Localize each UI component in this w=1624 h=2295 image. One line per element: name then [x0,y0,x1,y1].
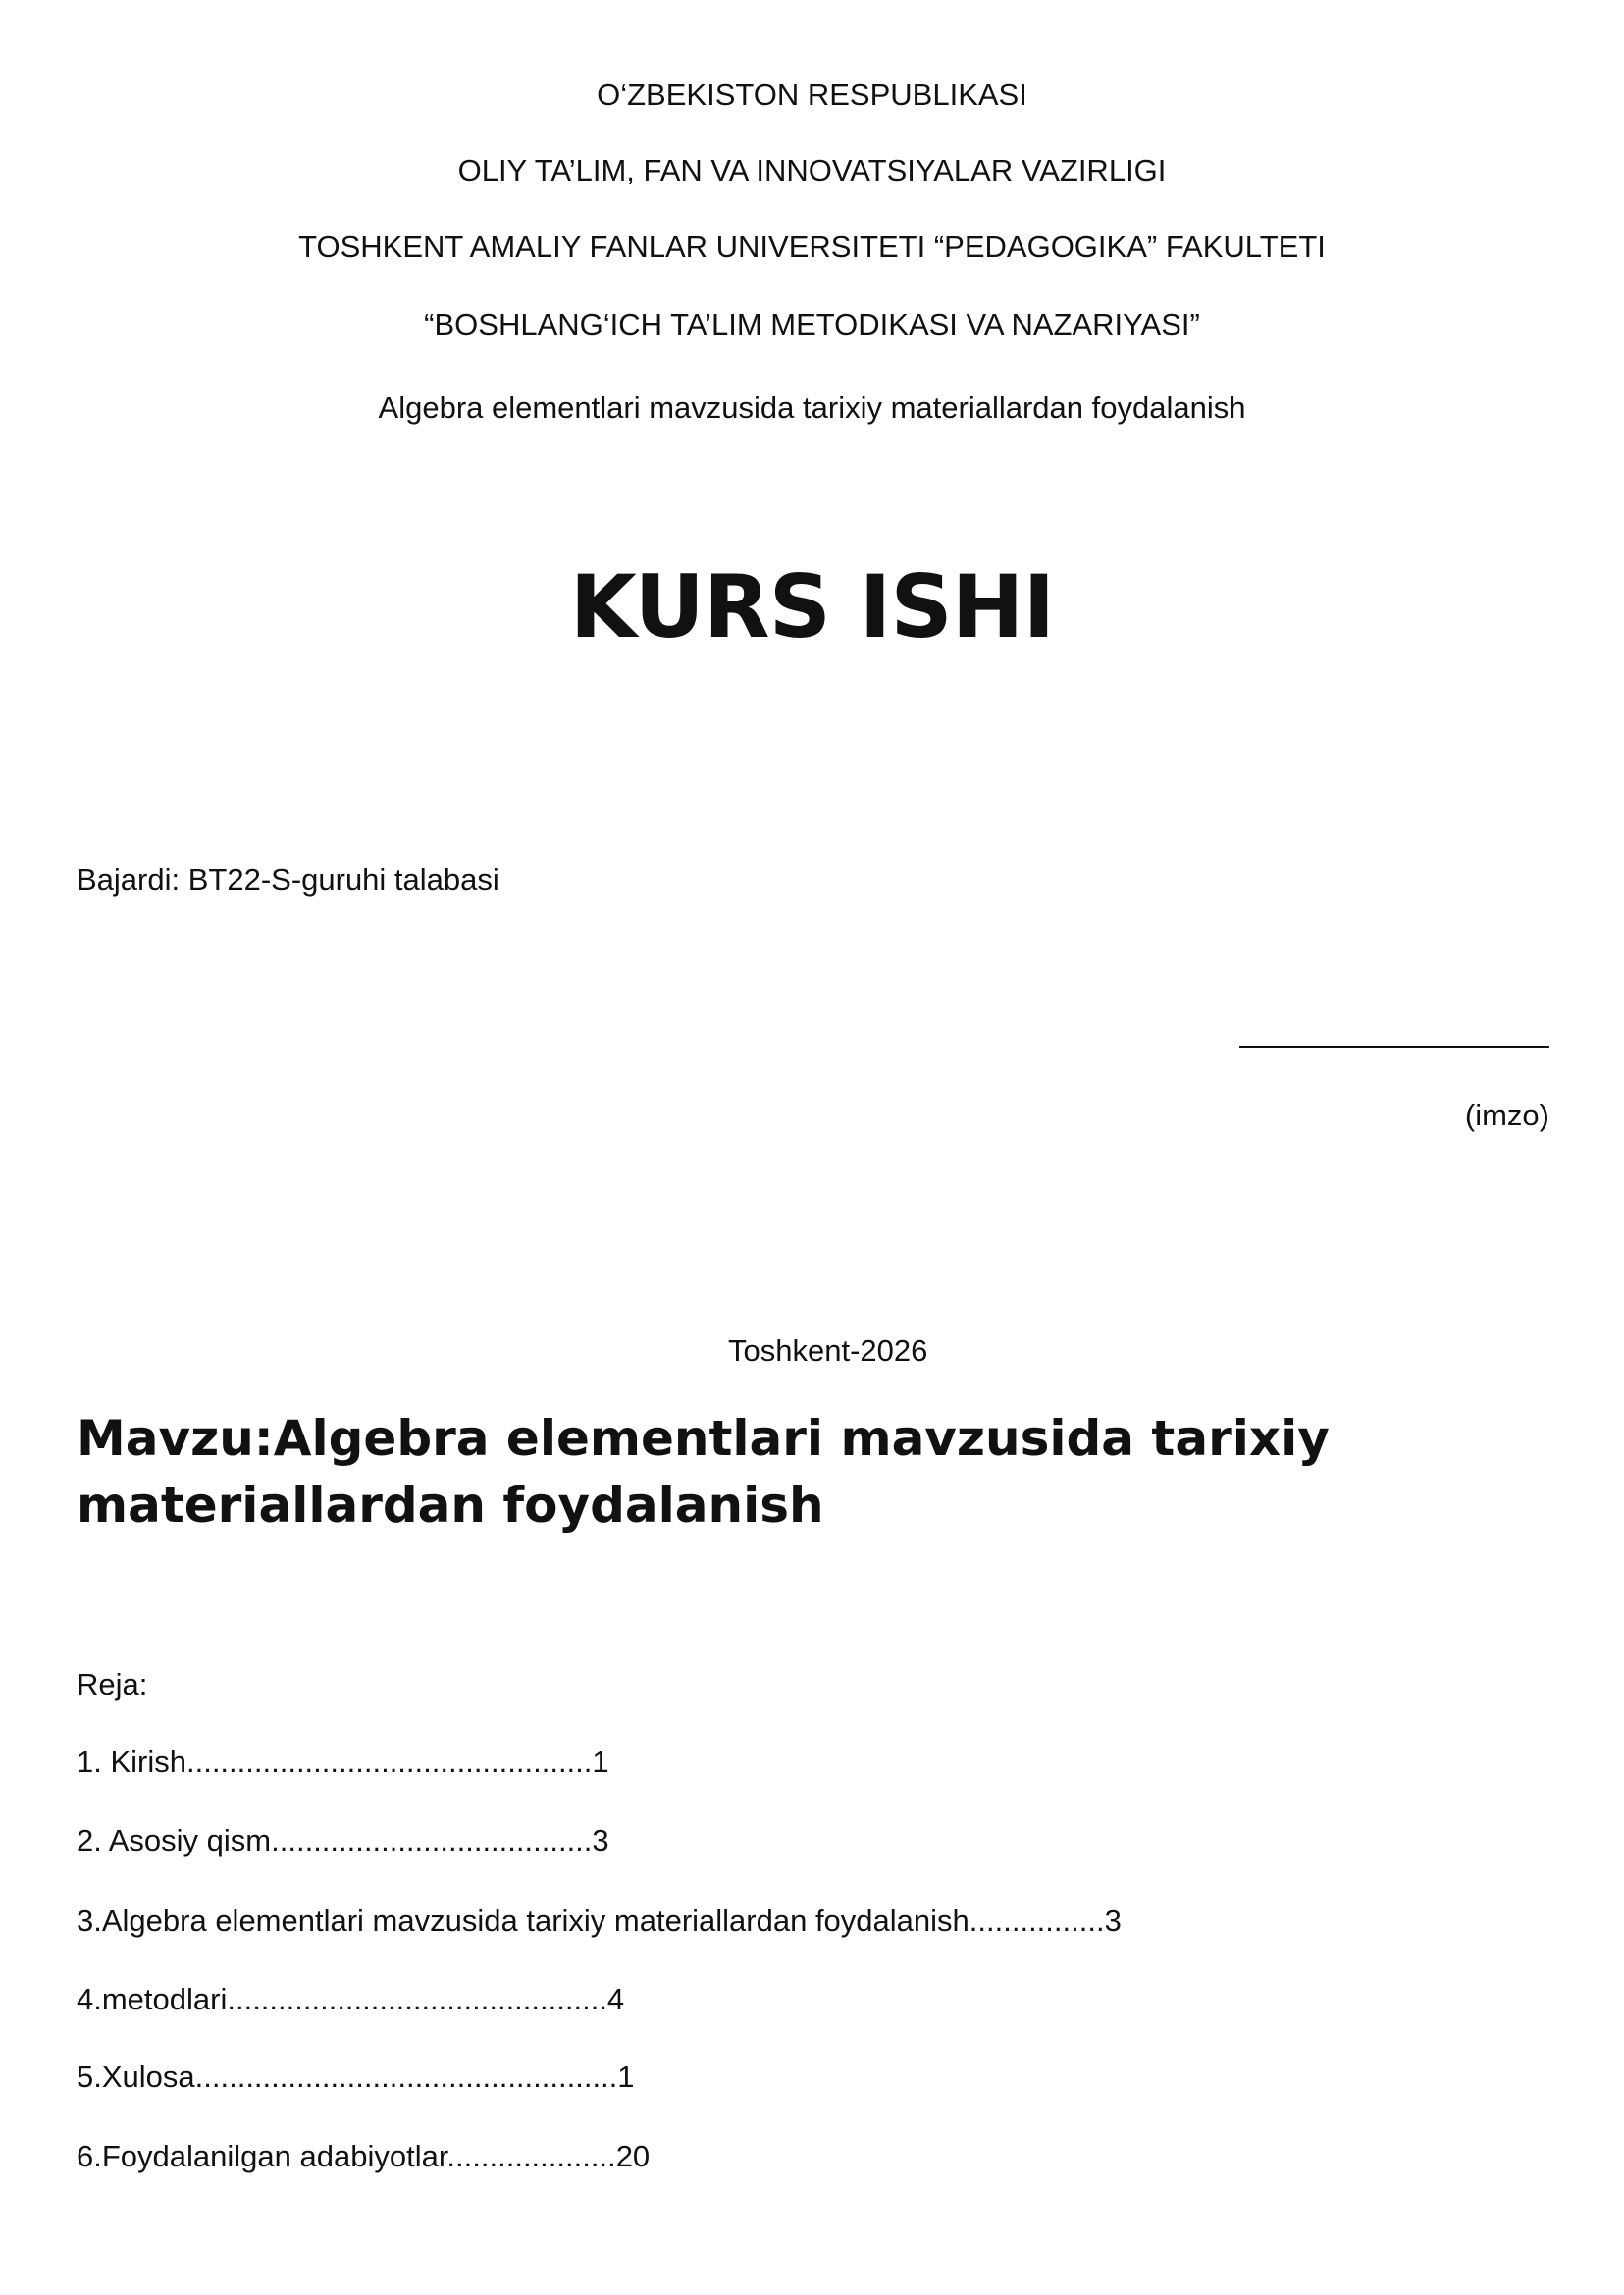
header-department: “BOSHLANG‘ICH TA’LIM METODIKASI VA NAZARIYASI” [424,307,1200,341]
performer-line: Bajardi: BT22-S-guruhi talabasi [77,862,499,897]
signature-caption: (imzo) [1464,1098,1549,1132]
plan-item: 2. Asosiy qism......................................3 [77,1823,609,1857]
signature-line [1239,1046,1549,1048]
city-year: Toshkent-2026 [728,1333,928,1368]
header-subject: Algebra elementlari mavzusida tarixiy materiallardan foydalanish [378,391,1246,425]
header-university: TOSHKENT AMALIY FANLAR UNIVERSITETI “PEDAGOGIKA” FAKULTETI [298,230,1326,264]
page-title: KURS ISHI [569,556,1055,657]
header-country: O‘ZBEKISTON RESPUBLIKASI [597,78,1027,112]
plan-item: 3.Algebra elementlari mavzusida tarixiy materiallardan foydalanish................3 [77,1904,1122,1938]
topic-heading: Mavzu:Algebra elementlari mavzusida tarixiy materiallardan foydalanish [77,1410,1330,1534]
plan-item: 5.Xulosa..................................................1 [77,2060,635,2094]
header-ministry: OLIY TA’LIM, FAN VA INNOVATSIYALAR VAZIRLIGI [457,153,1167,187]
plan-item: 6.Foydalanilgan adabiyotlar....................20 [77,2139,651,2173]
plan-item: 4.metodlari.............................................4 [77,1982,625,2016]
plan-item: 1. Kirish................................................1 [77,1745,609,1779]
plan-heading: Reja: [77,1667,148,1701]
